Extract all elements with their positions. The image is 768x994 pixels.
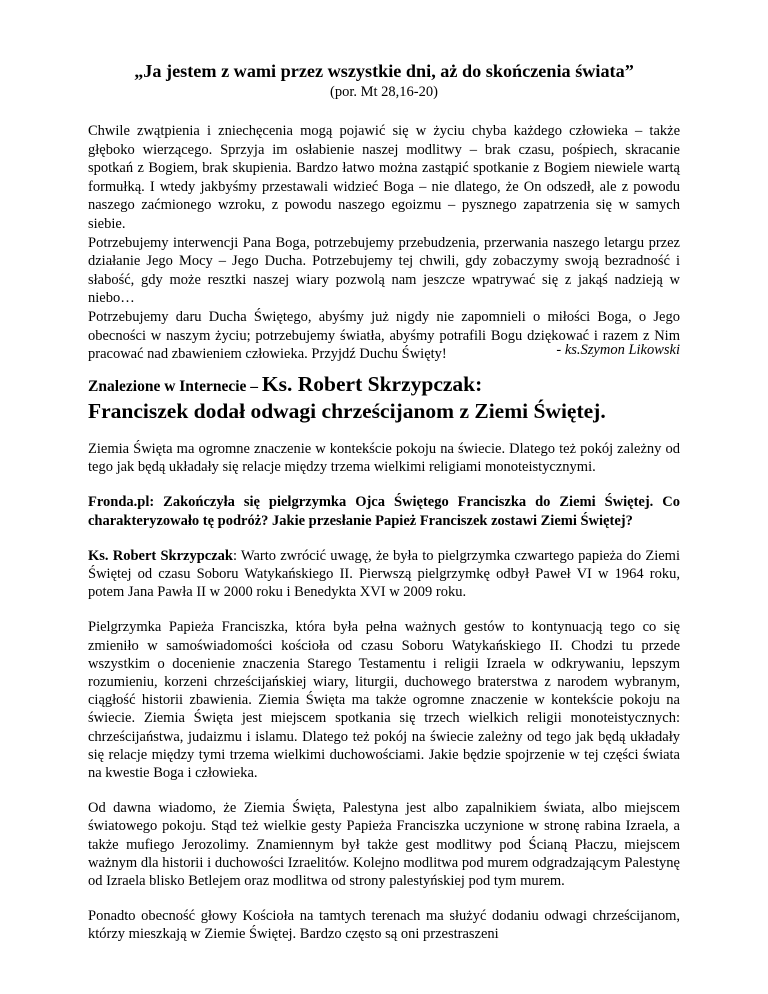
article-body	[88, 440, 680, 961]
intro-paragraph: Chwile zwątpienia i zniechęcenia mogą pojawić się w życiu chyba każdego człowieka – także głęboko wierzącego. Sprzyja im osłabienie naszej modlitwy – brak czasu, pośpiech, skracanie spotkań z Bogiem, brak skupienia. Bardzo łatwo można zastąpić spotkanie z Bogiem niewiele wartą formułką. I wtedy jakbyśmy przestawali widzieć Boga – nie dlatego, że On odszedł, ale z powodu naszego zaćmionego wzroku, z powodu naszego egoizmu – pysznego zapatrzenia się w samych siebie.	[88, 123, 680, 232]
interview-answer	[88, 547, 680, 602]
interview-question: Fronda.pl: Zakończyła się pielgrzymka Ojca Świętego Franciszka do Ziemi Świętej. Co charakteryzowało tę podróż? Jakie przesłanie Papież Franciszek zostawi Ziemi Świętej?	[88, 494, 680, 529]
signature: - ks.Szymon Likowski	[556, 342, 680, 358]
article-lead: Ziemia Święta ma ogromne znaczenie w kontekście pokoju na świecie. Dlatego też pokój zależny od tego jak będą układały się relacje między trzema wielkimi religiami monoteistycznymi.	[88, 441, 680, 476]
article-heading	[88, 372, 698, 424]
intro-paragraph: Potrzebujemy daru Ducha Świętego, abyśmy już nigdy nie zapomnieli o miłości Boga, o Jego obecności w naszym życiu; potrzebujemy światła, abyśmy potrafili Bogu dziękować i razem z Nim pracować nad zbawieniem człowieka. Przyjdź Duchu Święty!	[88, 308, 680, 363]
intro-paragraph: Potrzebujemy interwencji Pana Boga, potrzebujemy przebudzenia, przerwania naszego letargu przez działanie Jego Mocy – Jego Ducha. Potrzebujemy tej chwili, gdy zobaczymy swoją bezradność i słabość, gdy może resztki naszej wiary pozwolą nam jeszcze wpatrywać się z jakąś nadzieją w niebo…	[88, 234, 680, 307]
quote-title: „Ja jestem z wami przez wszystkie dni, aż do skończenia świata”	[134, 61, 634, 81]
heading-prefix: Znalezione w Internecie –	[88, 378, 262, 395]
article-paragraph: Pielgrzymka Papieża Franciszka, która była pełna ważnych gestów to kontynuacją tego co się zmieniło w samoświadomości kościoła od czasu Soboru Watykańskiego II. Chodzi tu przede wszystkim o docenienie znaczenia Starego Testamentu i religii Izraela w odkrywaniu, lepszym rozumieniu, korzeni chrześcijańskiej wiary, liturgii, duchowego braterstwa z narodem wybranym, ciągłość historii zbawienia. Ziemia Święta ma także ogromne znaczenie w kontekście pokoju na świecie. Ziemia Święta jest miejscem spotkania się trzech wielkich religii monoteistycznych: chrześcijaństwa, judaizmu i islamu. Dlatego też pokój na świecie zależny od tego jak będą układały się relacje między tymi trzema wielkimi duchowościami. Jakie będzie spojrzenie w tej części świata na kwestie Boga i człowieka.	[88, 619, 680, 782]
heading-line-1	[88, 372, 698, 399]
answer-text: : Warto zwrócić uwagę, że była to pielgrzymka czwartego papieża do Ziemi Świętej od czasu Soboru Watykańskiego II. Pierwszą pielgrzymkę odbył Paweł VI w 1964 roku, potem Jana Pawła II w 2000 roku i Benedykta XVI w 2009 roku.	[88, 547, 680, 601]
intro-text	[88, 122, 680, 364]
article-paragraph: Ponadto obecność głowy Kościoła na tamtych terenach ma służyć dodaniu odwagi chrześcijanom, którzy mieszkają w Ziemie Świętej. Bardzo często są oni przestraszeni	[88, 908, 680, 943]
quote-reference: (por. Mt 28,16-20)	[330, 84, 438, 100]
answer-speaker: Ks. Robert Skrzypczak	[88, 547, 233, 564]
article-paragraph: Od dawna wiadomo, że Ziemia Święta, Palestyna jest albo zapalnikiem świata, albo miejscem światowego pokoju. Stąd też wielkie gesty Papieża Franciszka uczynione w stronę rabina Izraela, a także mufiego Jerozolimy. Znamiennym był także gest modlitwy pod Ścianą Płaczu, miejscem ważnym dla historii i duchowości Izraelitów. Kolejno modlitwa pod murem odgradzającym Palestynę od Izraela blisko Betlejem oraz modlitwa od strony palestyńskiej pod tym murem.	[88, 800, 680, 890]
heading-title: Franciszek dodał odwagi chrześcijanom z Ziemi Świętej.	[88, 399, 606, 423]
heading-author: Ks. Robert Skrzypczak:	[261, 372, 483, 396]
